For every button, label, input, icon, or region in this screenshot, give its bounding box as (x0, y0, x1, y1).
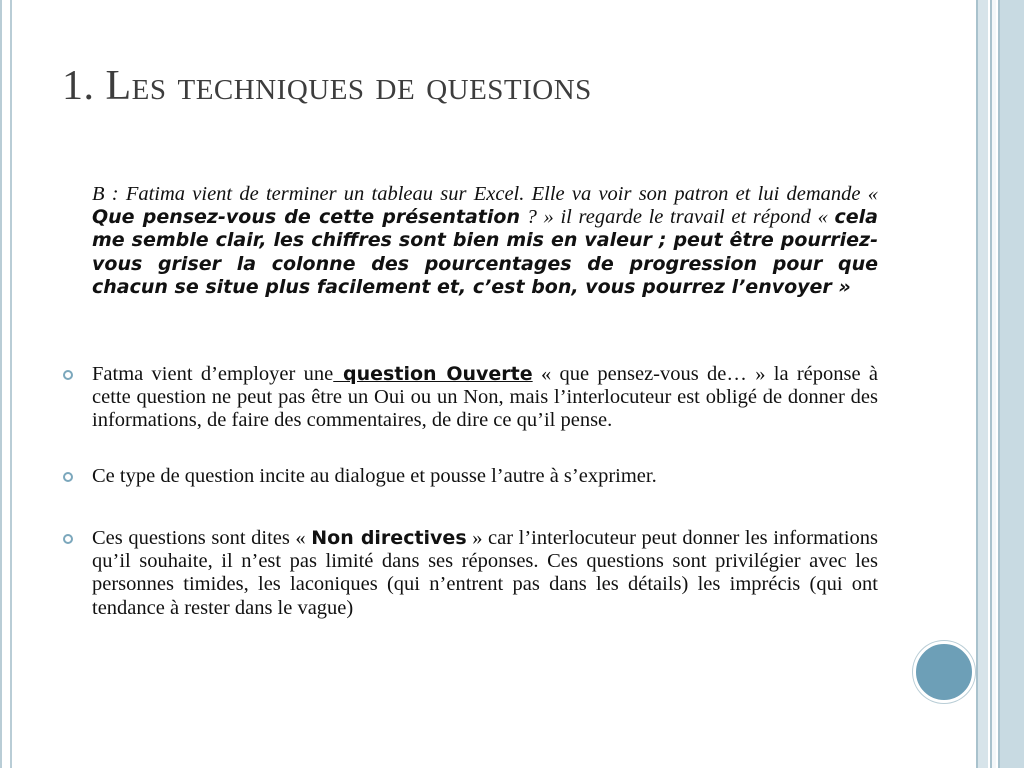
bullet-emphasis: Non directives (311, 527, 467, 549)
quote-intro: B : Fatima vient de terminer un tableau sur Excel. Elle va voir son patron et lui demande « (92, 183, 878, 205)
bullet-text: Ces questions sont dites « (92, 527, 312, 549)
frame-stripe (990, 0, 996, 768)
frame-stripe (998, 0, 1024, 768)
bullet-circle-icon (63, 534, 73, 544)
quote-question: Que pensez-vous de cette présentation (92, 206, 520, 229)
bullet-circle-icon (63, 472, 73, 482)
frame-stripe (976, 0, 988, 768)
bullet-text: Ce type de question incite au dialogue et pousse l’autre à s’exprimer. (92, 465, 657, 487)
quote-after-question: ? » il regarde le travail et répond « (519, 206, 835, 229)
decorative-circle (913, 641, 975, 703)
bullet-text: « que pensez-vous de… » la réponse à cette question ne peut pas être un Oui ou un Non, mais l’interlocuteur est obligé de donner des informations, de faire des commentaires, de dire ce qu’il pense. (92, 363, 879, 432)
slide-title (62, 62, 592, 110)
bullet-text: » car l’interlocuteur peut donner les informations qu’il souhaite, il n’est pas limité dans ses réponses. Ces questions sont privilégier avec les personnes timides, les laconiques (qui n’entrent pas dans les détails) les imprécis (qui ont tendance à rester dans le vague) (92, 527, 879, 619)
bullet-item-dialogue (92, 465, 878, 488)
quote-answer: cela me semble clair, les chiffres sont bien mis en valeur ; peut être pourriez-vous griser la colonne des pourcentages de progression pour que chacun se situe plus facilement et, c’est bon, vous pourrez l’envoyer » (92, 206, 878, 298)
bullet-text: Fatma vient d’employer une (92, 363, 334, 385)
bullet-item-non-directives (92, 527, 878, 620)
bullet-emphasis: question Ouverte (333, 363, 533, 385)
title-prefix: 1. (62, 63, 106, 109)
bullet-circle-icon (63, 370, 73, 380)
bullet-item-open-question (92, 363, 878, 433)
right-frame-decoration (976, 0, 1024, 768)
title-text: Les techniques de questions (105, 63, 592, 109)
left-frame-border (0, 0, 12, 768)
example-quote (92, 183, 878, 299)
